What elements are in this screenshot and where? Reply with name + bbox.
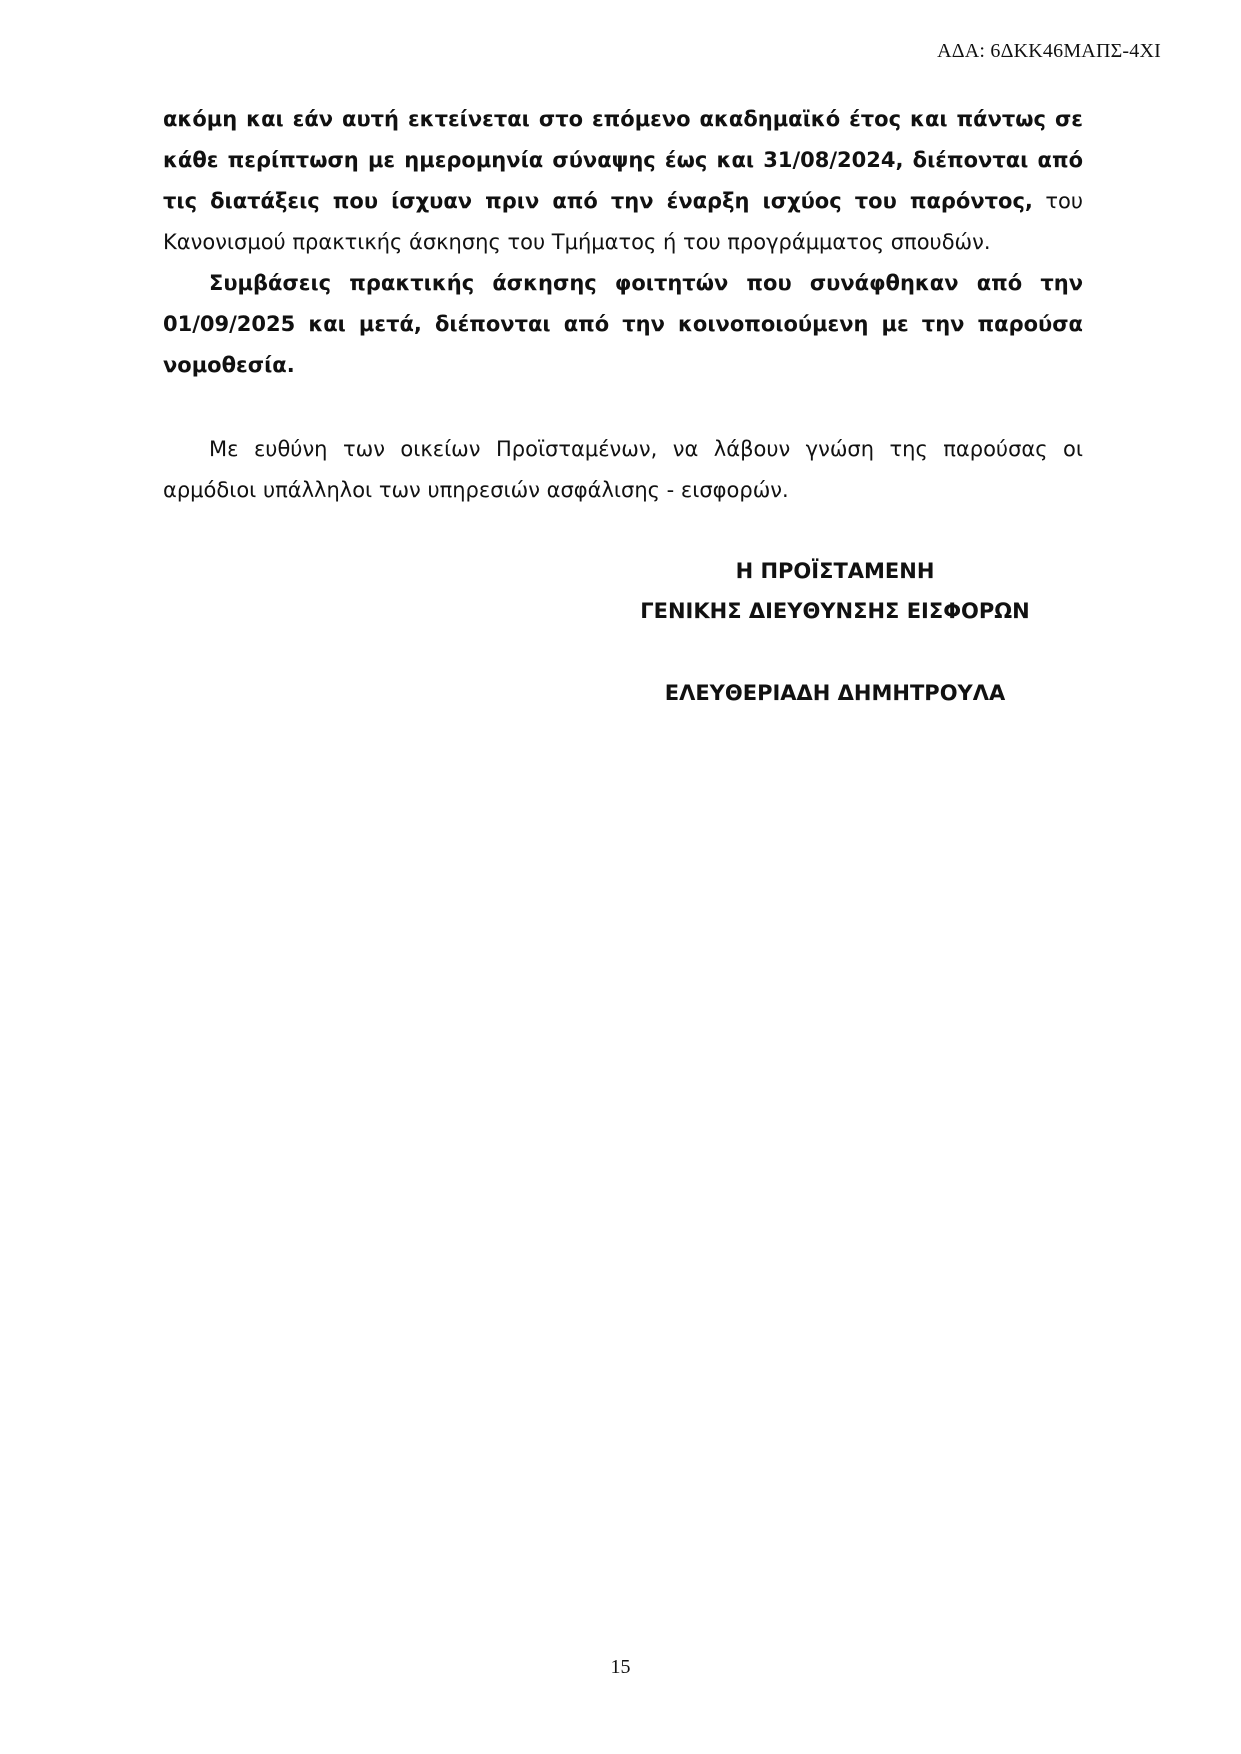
ada-code: ΑΔΑ: 6ΔΚΚ46ΜΑΠΣ-4ΧΙ <box>937 40 1161 62</box>
paragraph-responsibility: Με ευθύνη των οικείων Προϊσταμένων, να λάβουν γνώση της παρούσας οι αρμόδιοι υπάλληλοι των υπηρεσιών ασφάλισης - εισφορών. <box>163 437 1083 502</box>
page-number: 15 <box>610 1656 631 1678</box>
paragraph-bold-text: Συμβάσεις πρακτικής άσκησης φοιτητών που συνάφθηκαν από την 01/09/2025 και μετά, διέπονται από την κοινοποιούμενη με την παρούσα νομοθεσία. <box>163 271 1083 377</box>
paragraph-contract-transition <box>163 99 1083 263</box>
signatory-name: ΕΛΕΥΘΕΡΙΑΔΗ ΔΗΜΗΤΡΟΥΛΑ <box>664 681 1006 705</box>
paragraph-new-contracts <box>163 263 1083 386</box>
paragraph-regular-text: του Κανονισμού πρακτικής άσκησης του Τμήματος ή του προγράμματος σπουδών. <box>163 189 1083 254</box>
signature-role: Η ΠΡΟΪΣΤΑΜΕΝΗ <box>735 559 935 583</box>
signature-department: ΓΕΝΙΚΗΣ ΔΙΕΥΘΥΝΣΗΣ ΕΙΣΦΟΡΩΝ <box>640 599 1030 623</box>
paragraph-bold-text: ακόμη και εάν αυτή εκτείνεται στο επόμενο ακαδημαϊκό έτος και πάντως σε κάθε περίπτωση με ημερομηνία σύναψης έως και 31/08/2024, διέπονται από τις διατάξεις που ίσχυαν πριν από την έναρξη ισχύος του παρόντος, <box>163 107 1083 213</box>
